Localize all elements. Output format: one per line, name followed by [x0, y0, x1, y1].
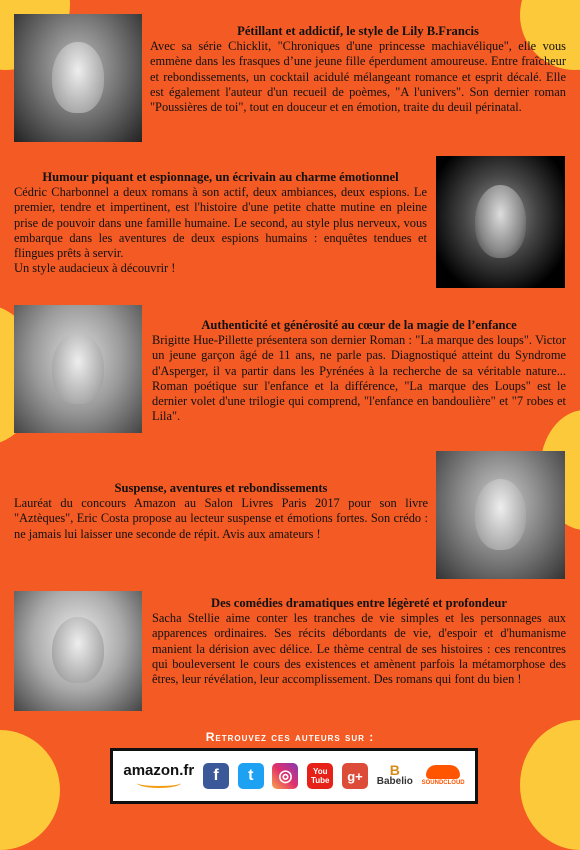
- google-plus-glyph: g+: [347, 768, 363, 784]
- babelio-b-icon: B: [389, 762, 400, 778]
- section-text: Avec sa série Chicklit, "Chroniques d'une princesse machiavélique", elle vous emmène dans les frasques d’une jeune fille éperdument amoureuse. Entre fraîcheur et rebondissements, un cocktail acidulé mélangeant romance et esprit décalé. Elle est également l'auteur d'un recueil de poèmes, "A l'univers". Son dernier roman "Poussières de toi", tout en douceur et en émotion, traite du deuil périnatal.: [150, 39, 566, 115]
- youtube-top: You: [312, 767, 328, 776]
- section-text: Cédric Charbonnel a deux romans à son actif, deux ambiances, deux espions. Le premier, tendre et impertinent, est l'histoire d'une petite chatte mutine en pleine prise de pouvoir dans une famille humaine. Le second, au style plus nerveux, vous embarque dans les aventures de deux espions humains : enquêtes tendues et flingues prêts à servir.: [14, 185, 427, 261]
- section-title: Des comédies dramatiques entre légèreté et profondeur: [211, 596, 507, 610]
- instagram-glyph: ◎: [278, 768, 293, 785]
- babelio-label: Babelio: [376, 776, 413, 787]
- soundcloud-cloud-icon: [426, 765, 460, 779]
- youtube-bottom: Tube: [310, 776, 330, 785]
- section-lily: [150, 24, 566, 115]
- babelio-logo[interactable]: [376, 762, 413, 787]
- amazon-label: amazon.fr: [123, 762, 195, 779]
- section-text: Brigitte Hue-Pillette présentera son dernier Roman : "La marque des loups". Victor un jeune garçon âgé de 11 ans, ne parle pas. Diagnostiqué atteint du Syndrome d'Asperger, il va partir dans les Pyrénées à la recherche de sa véritable nature... Roman poétique sur l'enfance et la différence, "La marque des Loups" est le dernier volet d'une trilogie qui comprend, "l'enfance en bandoulière" et "7 robes et Lila".: [152, 333, 566, 424]
- section-text: Sacha Stellie aime conter les tranches de vie simples et les personnages aux apparences ordinaires. Ses récits débordants de vie, d'espoir et d'humanisme manient la dérision avec délice. Le thème central de ses histoires : ces rencontres qui bouleversent le cours des existences et amènent parfois la métamorphose des êtres, leur révélation, leur accomplissement. Des romans qui font du bien !: [152, 611, 566, 687]
- author-photo-lily: [14, 14, 142, 142]
- twitter-glyph: t: [248, 767, 254, 784]
- author-photo-cedric: [436, 156, 565, 288]
- amazon-logo[interactable]: [123, 764, 194, 788]
- author-photo-sacha: [14, 591, 142, 711]
- google-plus-icon[interactable]: [342, 763, 368, 789]
- section-eric: [14, 481, 428, 542]
- author-photo-eric: [436, 451, 565, 579]
- section-text: Lauréat du concours Amazon au Salon Livres Paris 2017 pour son livre "Aztèques", Eric Costa propose au lecteur suspense et émotions fortes. Son crédo : ne jamais lui laisser une seconde de répit. Avis aux amateurs !: [14, 496, 428, 541]
- section-title: Humour piquant et espionnage, un écrivain au charme émotionnel: [42, 170, 399, 184]
- section-brigitte: [152, 318, 566, 424]
- author-photo-brigitte: [14, 305, 142, 433]
- youtube-icon[interactable]: [307, 763, 333, 789]
- section-title: Authenticité et générosité au cœur de la magie de l’enfance: [201, 318, 517, 332]
- section-cedric: [14, 170, 427, 276]
- social-logos-bar: [110, 748, 478, 804]
- facebook-icon[interactable]: [203, 763, 229, 789]
- amazon-smile-icon: [137, 778, 181, 788]
- facebook-glyph: f: [213, 767, 219, 784]
- footer-title: Retrouvez ces auteurs sur :: [205, 730, 375, 744]
- instagram-icon[interactable]: [272, 763, 298, 789]
- soundcloud-label: SOUNDCLOUD: [421, 780, 465, 786]
- section-sacha: [152, 596, 566, 687]
- soundcloud-logo[interactable]: [422, 765, 465, 787]
- twitter-icon[interactable]: [238, 763, 264, 789]
- section-title: Suspense, aventures et rebondissements: [114, 481, 328, 495]
- section-title: Pétillant et addictif, le style de Lily B.Francis: [237, 24, 479, 38]
- section-text-tagline: Un style audacieux à découvrir !: [14, 261, 176, 276]
- decor-blob-bottom-left: [0, 730, 60, 850]
